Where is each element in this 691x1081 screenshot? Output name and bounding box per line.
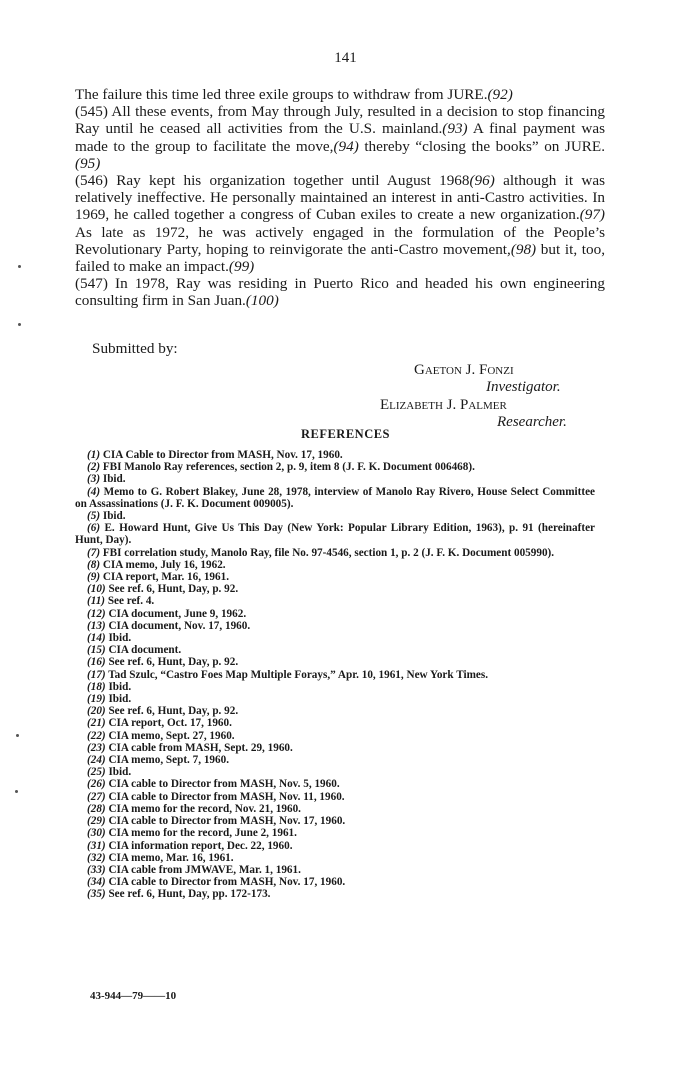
reference-text: CIA information report, Dec. 22, 1960. (108, 839, 293, 852)
reference-text: CIA cable to Director from MASH, Nov. 11, 1960. (108, 790, 345, 803)
paragraph-text: A final payment was made to the group to facilitate the move, (75, 120, 605, 155)
reference-item (75, 742, 595, 754)
reference-text: CIA cable to Director from MASH, Nov. 17, 1960. (108, 815, 346, 828)
reference-text: CIA cable to Director from MASH, Nov. 17, 1960. (108, 876, 346, 889)
reference-item (75, 669, 595, 681)
footnote-ref: (100) (245, 292, 279, 310)
reference-text: See ref. 4. (107, 595, 155, 608)
reference-number: (3) (87, 473, 101, 486)
paragraph-text: (545) All these events, from May through July, resulted in a decision to stop financing Ray until he ceased all activities from the U.S. mainland. (75, 103, 605, 138)
reference-text: See ref. 6, Hunt, Day, p. 92. (108, 656, 239, 669)
reference-item (75, 510, 595, 522)
reference-text: Ibid. (108, 766, 132, 779)
reference-item (75, 840, 595, 852)
reference-text: Tad Szulc, “Castro Foes Map Multiple Forays,” Apr. 10, 1961, New York Times. (108, 668, 489, 681)
reference-item (75, 522, 595, 546)
paragraph-text: The failure this time led three exile groups to withdraw from JURE. (75, 86, 488, 103)
reference-item (75, 595, 595, 607)
reference-number: (8) (87, 558, 101, 571)
reference-number: (26) (87, 778, 106, 791)
reference-number: (12) (87, 607, 106, 620)
reference-text: See ref. 6, Hunt, Day, pp. 172-173. (108, 888, 271, 901)
margin-mark (16, 734, 19, 737)
reference-text: CIA cable from JMWAVE, Mar. 1, 1961. (108, 863, 301, 876)
reference-number: (6) (87, 522, 101, 535)
reference-item (75, 705, 595, 717)
paragraph-text: thereby “closing the books” on JURE. (358, 137, 605, 155)
reference-item (75, 827, 595, 839)
page-number: 141 (334, 50, 357, 66)
reference-number: (18) (87, 680, 106, 693)
reference-number: (2) (87, 461, 101, 474)
reference-item (75, 803, 595, 815)
reference-number: (25) (87, 766, 106, 779)
reference-item (75, 888, 595, 900)
reference-number: (22) (87, 729, 106, 742)
reference-number: (15) (87, 644, 106, 657)
reference-text: CIA cable from MASH, Sept. 29, 1960. (108, 741, 293, 754)
reference-text: Ibid. (102, 510, 126, 523)
reference-item (75, 754, 595, 766)
reference-text: CIA document. (108, 644, 182, 657)
reference-item (75, 473, 595, 485)
body-text (75, 86, 605, 310)
reference-number: (13) (87, 619, 106, 632)
signer-name: Elizabeth J. Palmer (380, 397, 507, 413)
reference-number: (1) (87, 449, 101, 461)
reference-text: Memo to G. Robert Blakey, June 28, 1978, interview of Manolo Ray Rivero, House Select Committee on Assassinations (J. F. K. Document 009005). (75, 485, 596, 510)
reference-text: See ref. 6, Hunt, Day, p. 92. (108, 583, 239, 596)
reference-number: (21) (87, 717, 106, 730)
footnote-ref: (99) (228, 258, 255, 276)
reference-item (75, 864, 595, 876)
reference-number: (19) (87, 693, 106, 706)
reference-number: (27) (87, 790, 106, 803)
paragraph-text: but it, too, failed to make an impact. (75, 240, 605, 276)
reference-item (75, 717, 595, 729)
footnote-ref: (93) (442, 120, 468, 138)
reference-item (75, 766, 595, 778)
body-paragraph (75, 103, 605, 172)
reference-text: Ibid. (102, 473, 126, 486)
reference-text: CIA memo, July 16, 1962. (102, 558, 226, 571)
reference-item (75, 449, 595, 461)
reference-text: FBI Manolo Ray references, section 2, p. 9, item 8 (J. F. K. Document 006468). (102, 461, 475, 474)
reference-number: (35) (87, 888, 106, 901)
body-paragraph (75, 275, 605, 309)
reference-number: (14) (87, 632, 106, 645)
reference-text: E. Howard Hunt, Give Us This Day (New York: Popular Library Edition, 1963), p. 91 (hereinafter Hunt, Day). (75, 522, 596, 547)
reference-item (75, 656, 595, 668)
reference-item (75, 876, 595, 888)
signer-fonzi (414, 362, 561, 396)
reference-text: CIA cable to Director from MASH, Nov. 5, 1960. (108, 778, 340, 791)
margin-mark (18, 323, 21, 326)
reference-text: Ibid. (108, 632, 132, 645)
paragraph-text: As late as 1972, he was actively engaged in the formulation of the People’s Revolutionary Party, hoping to reinvigorate the anti-Castro movement, (75, 223, 605, 258)
reference-number: (5) (87, 510, 101, 523)
reference-number: (23) (87, 741, 106, 754)
signer-palmer (380, 397, 567, 431)
reference-number: (28) (87, 802, 106, 815)
reference-number: (29) (87, 815, 106, 828)
reference-item (75, 815, 595, 827)
paragraph-text: (546) Ray kept his organization together until August 1968 (75, 172, 470, 190)
footer-code: 43-944—79——10 (90, 990, 177, 1002)
signer-title: Investigator. (486, 379, 561, 395)
reference-number: (17) (87, 668, 106, 681)
reference-number: (11) (87, 595, 106, 608)
reference-item (75, 583, 595, 595)
reference-number: (10) (87, 583, 106, 596)
footnote-ref: (97) (579, 206, 605, 224)
reference-item (75, 571, 595, 583)
signer-name: Gaeton J. Fonzi (414, 362, 514, 378)
reference-item (75, 461, 595, 473)
body-paragraph (75, 172, 605, 275)
submitted-by: Submitted by: (92, 340, 178, 357)
reference-text: See ref. 6, Hunt, Day, p. 92. (108, 705, 239, 718)
reference-text: CIA report, Mar. 16, 1961. (102, 571, 230, 584)
reference-number: (32) (87, 851, 106, 864)
paragraph-text: although it was relatively ineffective. He personally maintained an interest in anti-Castro activities. In 1969, he called together a congress of Cuban exiles to create a new organization. (75, 172, 605, 224)
signer-title: Researcher. (497, 414, 567, 430)
reference-text: CIA memo, Sept. 7, 1960. (108, 754, 230, 767)
reference-item (75, 486, 595, 510)
reference-item (75, 644, 595, 656)
reference-number: (16) (87, 656, 106, 669)
footnote-ref: (95) (75, 154, 101, 172)
reference-text: CIA memo, Mar. 16, 1961. (108, 851, 234, 864)
references-list (75, 449, 595, 901)
reference-item (75, 693, 595, 705)
reference-item (75, 632, 595, 644)
margin-mark (15, 790, 18, 793)
reference-text: CIA document, Nov. 17, 1960. (108, 619, 251, 632)
reference-text: Ibid. (108, 693, 132, 706)
reference-text: CIA memo for the record, June 2, 1961. (108, 827, 297, 840)
reference-item (75, 608, 595, 620)
footnote-ref: (96) (469, 172, 495, 190)
reference-text: FBI correlation study, Manolo Ray, file No. 97-4546, section 1, p. 2 (J. F. K. Document 005990). (102, 546, 555, 559)
reference-item (75, 559, 595, 571)
reference-item (75, 791, 595, 803)
reference-text: CIA memo for the record, Nov. 21, 1960. (108, 802, 301, 815)
reference-number: (34) (87, 876, 106, 889)
reference-number: (31) (87, 839, 106, 852)
reference-number: (33) (87, 863, 106, 876)
reference-number: (20) (87, 705, 106, 718)
reference-item (75, 852, 595, 864)
reference-number: (9) (87, 571, 101, 584)
references-heading: REFERENCES (300, 427, 391, 441)
reference-number: (30) (87, 827, 106, 840)
reference-text: CIA memo, Sept. 27, 1960. (108, 729, 235, 742)
reference-text: Ibid. (108, 680, 132, 693)
reference-number: (4) (87, 485, 101, 498)
reference-text: CIA Cable to Director from MASH, Nov. 17, 1960. (102, 449, 343, 461)
footnote-ref: (92) (487, 86, 513, 103)
reference-item (75, 620, 595, 632)
reference-item (75, 681, 595, 693)
margin-mark (18, 265, 21, 268)
reference-item (75, 778, 595, 790)
reference-item (75, 547, 595, 559)
reference-text: CIA document, June 9, 1962. (108, 607, 247, 620)
footnote-ref: (94) (333, 137, 359, 155)
body-paragraph (75, 86, 605, 103)
reference-item (75, 730, 595, 742)
reference-text: CIA report, Oct. 17, 1960. (108, 717, 232, 730)
paragraph-text: (547) In 1978, Ray was residing in Puerto Rico and headed his own engineering consulting firm in San Juan. (75, 275, 605, 310)
reference-number: (7) (87, 546, 101, 559)
footnote-ref: (98) (510, 240, 537, 258)
reference-number: (24) (87, 754, 106, 767)
